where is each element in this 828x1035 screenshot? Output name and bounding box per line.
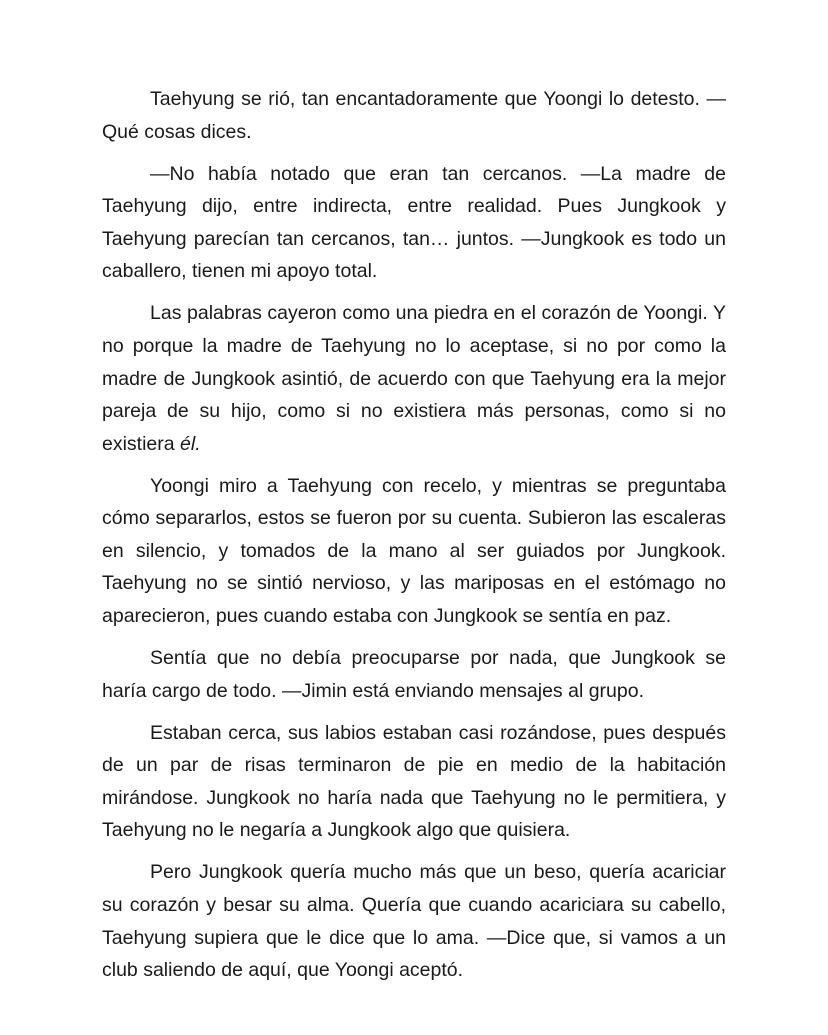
paragraph xyxy=(102,297,726,460)
paragraph: Pero Jungkook quería mucho más que un beso, quería acariciar su corazón y besar su alma. Quería que cuando acariciara su cabello, Taehyung supiera que le dice que lo ama. —Dice que, si vamos a un club saliendo de aquí, que Yoongi aceptó. xyxy=(102,861,726,982)
paragraph: Sentía que no debía preocuparse por nada, que Jungkook se haría cargo de todo. —Jimin está enviando mensajes al grupo. xyxy=(102,647,726,702)
paragraph-text: Las palabras cayeron como una piedra en el corazón de Yoongi. Y no porque la madre de Taehyung no lo aceptase, si no por como la madre de Jungkook asintió, de acuerdo con que Taehyung era la mejor pareja de su hijo, como si no existiera más personas, como si no existiera xyxy=(102,302,726,455)
paragraph: Estaban cerca, sus labios estaban casi rozándose, pues después de un par de risas terminaron de pie en medio de la habitación mirándose. Jungkook no haría nada que Taehyung no le permitiera, y Taehyung no le negaría a Jungkook algo que quisiera. xyxy=(102,721,726,842)
italic-emphasis: él. xyxy=(180,432,201,455)
paragraph: —No había notado que eran tan cercanos. —La madre de Taehyung dijo, entre indirecta, entre realidad. Pues Jungkook y Taehyung parecían tan cercanos, tan… juntos. —Jungkook es todo un caballero, tienen mi apoyo total. xyxy=(102,162,726,283)
paragraph: Yoongi miro a Taehyung con recelo, y mientras se preguntaba cómo separarlos, estos se fueron por su cuenta. Subieron las escaleras en silencio, y tomados de la mano al ser guiados por Jungkook. Taehyung no se sintió nervioso, y las mariposas en el estómago no aparecieron, pues cuando estaba con Jungkook se sentía en paz. xyxy=(102,474,726,628)
document-page xyxy=(102,83,726,996)
paragraph: Taehyung se rió, tan encantadoramente que Yoongi lo detesto. —Qué cosas dices. xyxy=(102,88,726,143)
